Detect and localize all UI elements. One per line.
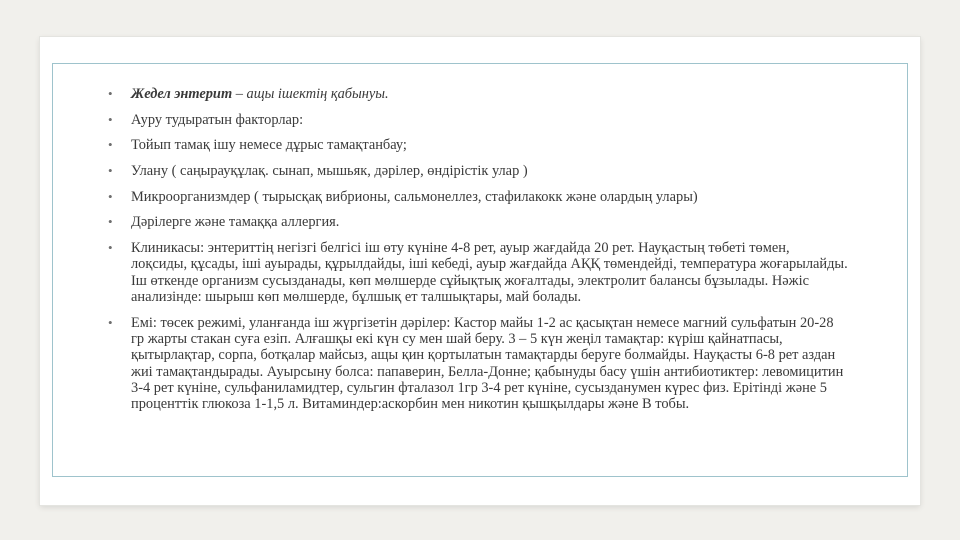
bullet-icon: • (108, 188, 113, 204)
bullet-text: Тойып тамақ ішу немесе дұрыс тамақтанбау; (131, 137, 407, 154)
bullet-list (108, 86, 848, 412)
bullet-text: Микроорганизмдер ( тырысқақ вибрионы, сальмонеллез, стафилакокк және олардың улары) (131, 188, 698, 205)
bullet-item-clinic (108, 240, 848, 305)
bullet-text: Клиникасы: энтериттің негізгі белгісі іш өту күніне 4-8 рет, ауыр жағдайда 20 рет. Науқастың төбеті төмен, лоқсиды, құсады, іші ауырады, құрылдайды, іші кебеді, ауыр жағдайда АҚҚ төмендейді, температура жоғарылайды. Іш өткенде организм сусызданады, көп мөлшерде сұйықтық жоғалтады, электролит балансы бұзылады. Нәжіс анализінде: шырыш көп мөлшерде, бұлшық ет талшықтары, май болады. (131, 240, 848, 306)
bullet-icon: • (108, 137, 113, 153)
bullet-icon: • (108, 163, 113, 179)
bullet-text: Емі: төсек режимі, уланғанда іш жүргізетін дәрілер: Кастор майы 1-2 ас қасықтан немесе магний сульфатын 20-28 гр жарты стакан суға езіп. Алғашқы екі күн су мен шай беру. 3 – 5 күн жеңіл тамақтар: күріш қайнатпасы, қытырлақтар, сорпа, ботқалар майсыз, ащы қин қортылатын тамақтарды беруге болмайды. Науқасты 6-8 рет аздан жиі тамақтандырады. Ауырсыну болса: папаверин, Белла-Донне; қабынуды басу үшін антибиотиктер: левомицитин 3-4 рет күніне, сульфаниламидтер, сульгин фталазол 1гр 3-4 рет күніне, сусызданумен күрес физ. Ерітінді және 5 проценттік глюкоза 1-1,5 л. Витаминдер:аскорбин мен никотин қышқылдары және В тобы. (131, 314, 844, 413)
term-definition: – ащы ішектің қабынуы. (232, 86, 389, 102)
bullet-text: Улану ( саңырауқұлақ. сынап, мышьяк, дәрілер, өндірістік улар ) (131, 163, 528, 180)
bullet-item-definition (108, 86, 848, 102)
bullet-item-allergy (108, 214, 848, 230)
bullet-text: Дәрілерге және тамаққа аллергия. (131, 214, 340, 231)
bullet-text: Ауру тудыратын факторлар: (131, 111, 304, 128)
bullet-item-overeating (108, 137, 848, 153)
bullet-icon: • (108, 111, 113, 127)
bullet-item-microorganisms (108, 189, 848, 205)
bullet-icon: • (108, 314, 113, 330)
bullet-item-treatment (108, 315, 848, 413)
bullet-icon: • (108, 240, 113, 256)
slide-content (108, 86, 848, 422)
term-label: Жедел энтерит (131, 86, 233, 102)
bullet-icon: • (108, 86, 113, 101)
bullet-icon: • (108, 214, 113, 230)
bullet-item-poisoning (108, 163, 848, 179)
bullet-item-factors-heading (108, 112, 848, 128)
